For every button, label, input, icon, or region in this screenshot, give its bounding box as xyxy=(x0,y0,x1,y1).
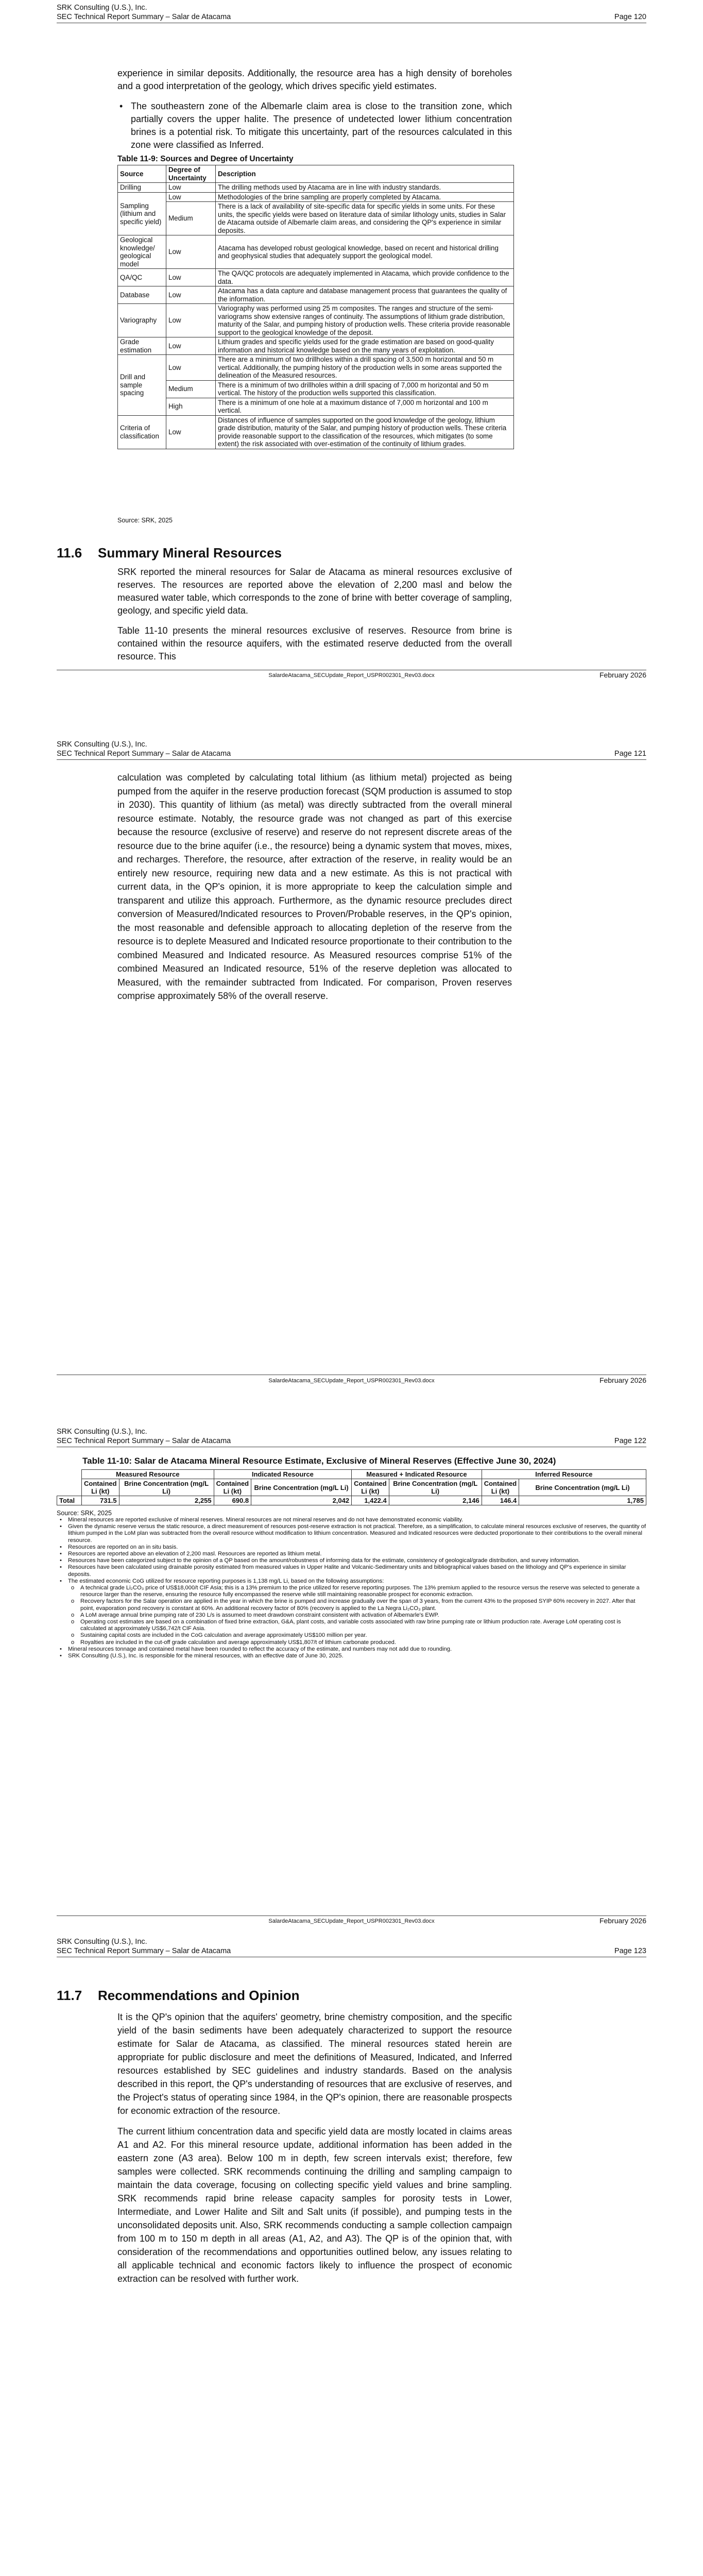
degree-cell: Low xyxy=(166,286,216,304)
page-number: Page 123 xyxy=(614,1947,646,1955)
page-number: Page 121 xyxy=(614,750,646,758)
column-header: Brine Concentration (mg/L Li) xyxy=(251,1479,352,1496)
description-cell: There is a lack of availability of site-specific data for specific yields in some units. For these units, the specific yields were based on literature data of similar lithology units, studies in Salar de Atacama outside of Albemarle claim areas, and considering the QP's experience in similar deposits. xyxy=(216,202,514,235)
source-cell: Criteria of classification xyxy=(118,415,166,449)
source-cell: Sampling (lithium and specific yield) xyxy=(118,192,166,235)
blank-cell xyxy=(57,1479,82,1496)
source-cell: Geological knowledge/ geological model xyxy=(118,235,166,269)
footer-filename: SalardeAtacama_SECUpdate_Report_USPR002301_Rev03.docx xyxy=(268,672,435,679)
value-cell: 2,255 xyxy=(119,1496,214,1505)
description-cell: Lithium grades and specific yields used for the grade estimation are based on good-quality information and historical knowledge based on the many years of exploitation. xyxy=(216,337,514,355)
source-cell: QA/QC xyxy=(118,269,166,286)
bullet-item: • The southeastern zone of the Albemarle claim area is close to the transition zone, which partially covers the upper halite. The presence of undetected lower lithium concentration brines is a potential risk. To mitigate this uncertainty, part of the resources calculated in this zone were classified as Inferred. xyxy=(117,100,512,151)
value-cell: 1,422.4 xyxy=(352,1496,389,1505)
body-text xyxy=(117,67,512,159)
header-report-title: SEC Technical Report Summary – Salar de Atacama xyxy=(57,1437,231,1445)
description-cell: Atacama has a data capture and database management process that guarantees the quality of the information. xyxy=(216,286,514,304)
value-cell: 2,042 xyxy=(251,1496,352,1505)
degree-cell: Low xyxy=(166,304,216,337)
header-company: SRK Consulting (U.S.), Inc. xyxy=(57,4,147,12)
column-header: Contained Li (kt) xyxy=(214,1479,251,1496)
table-note: • The estimated economic CoG utilized for resource reporting purposes is 1,138 mg/L Li, based on the following assumptions: xyxy=(57,1578,646,1585)
section-title: Recommendations and Opinion xyxy=(98,1988,300,2003)
header-report-title: SEC Technical Report Summary – Salar de Atacama xyxy=(57,1947,231,1955)
header-report-title: SEC Technical Report Summary – Salar de Atacama xyxy=(57,750,231,758)
paragraph: SRK reported the mineral resources for Salar de Atacama as mineral resources exclusive of reserves. The resources are reported above the elevation of 2,200 masl and below the measured water table, which corresponds to the zone of brine with better coverage of sampling, geology, and specific yield data. xyxy=(117,567,512,616)
value-cell: 2,146 xyxy=(389,1496,482,1505)
source-cell: Variography xyxy=(118,304,166,337)
section-heading xyxy=(57,545,282,561)
row-label: Total xyxy=(57,1496,82,1505)
column-header: Contained Li (kt) xyxy=(352,1479,389,1496)
group-header: Indicated Resource xyxy=(214,1470,352,1479)
degree-cell: High xyxy=(166,398,216,415)
footer-date: February 2026 xyxy=(599,1376,646,1384)
table-note: • Resources have been categorized subject to the opinion of a QP based on the amount/robustness of informing data for the estimate, consistency of geological/grade distribution, and survey information. xyxy=(57,1557,646,1564)
header-company: SRK Consulting (U.S.), Inc. xyxy=(57,1938,147,1946)
footer-date: February 2026 xyxy=(599,671,646,679)
degree-cell: Low xyxy=(166,337,216,355)
table-row xyxy=(118,355,514,381)
intro-paragraph: experience in similar deposits. Additionally, the resource area has a high density of boreholes and a good interpretation of the geology, which drives specific yield estimates. xyxy=(117,68,512,91)
table-note: • Resources are reported above an elevation of 2,200 masl. Resources are reported as lithium metal. xyxy=(57,1551,646,1557)
page-number: Page 120 xyxy=(614,13,646,21)
table-row xyxy=(118,235,514,269)
uncertainty-table xyxy=(117,165,514,449)
column-header: Brine Concentration (mg/L Li) xyxy=(389,1479,482,1496)
paragraph: The current lithium concentration data and specific yield data are mostly located in claims areas A1 and A2. For this mineral resource update, additional information has been added in the eastern zone (A3 area). Below 100 m in depth, few screen intervals exist; therefore, few samples were collected. SRK recommends continuing the drilling and sampling campaign to maintain the data coverage, focusing on collecting specific yield values and brine sampling. SRK recommends rapid brine release capacity samples for porosity tests in Lower, Intermediate, and Lower Halite and Silt and Salt units (if possible), and pumping tests in the unconsolidated deposits unit. Also, SRK recommends conducting a sample collection campaign from 100 m to 150 m depth in all areas (A1, A2, and A3). The QP is of the opinion that, with consideration of the recommendations and opportunities outlined below, any issues relating to all applicable technical and economic factors likely to influence the prospect of economic extraction can be resolved with further work. xyxy=(117,2126,512,2284)
table-notes xyxy=(57,1517,646,1659)
section-title: Summary Mineral Resources xyxy=(98,545,282,561)
header-report-title: SEC Technical Report Summary – Salar de Atacama xyxy=(57,13,231,21)
description-cell: The QA/QC protocols are adequately implemented in Atacama, which provide confidence to the data. xyxy=(216,269,514,286)
table-note: • Mineral resources are reported exclusive of mineral reserves. Mineral resources are not mineral reserves and do not have demonstrated economic viability. xyxy=(57,1517,646,1523)
description-cell: The drilling methods used by Atacama are in line with industry standards. xyxy=(216,183,514,193)
source-cell: Drill and sample spacing xyxy=(118,355,166,416)
page-header xyxy=(57,3,646,22)
page-header xyxy=(57,740,646,758)
page-123 xyxy=(0,1937,703,2576)
page-122 xyxy=(0,1427,703,1925)
paragraph: Table 11-10 presents the mineral resources exclusive of reserves. Resource from brine is contained within the resource aquifers, with the estimated reserve deducted from the overall resource. This xyxy=(117,625,512,662)
table-note: • Given the dynamic reserve versus the static resource, a direct measurement of resources post-reserve extraction is not practical. Therefore, as a simplification, to calculate mineral resources exclusive of reserves, the quantity of lithium pumped in the LoM plan was subtracted from the overall resource without modification to lithium concentration. Measured and Indicated resources were deducted proportionate to their contributions to the overall mineral resource. xyxy=(57,1523,646,1544)
header-rule xyxy=(57,759,646,760)
table-row xyxy=(118,415,514,449)
table-note: • Mineral resources tonnage and contained metal have been rounded to reflect the accuracy of the estimate, and numbers may not add due to rounding. xyxy=(57,1646,646,1653)
degree-cell: Low xyxy=(166,269,216,286)
table-subheader-row xyxy=(57,1479,646,1496)
column-header: Brine Concentration (mg/L Li) xyxy=(519,1479,646,1496)
column-header: Contained Li (kt) xyxy=(82,1479,119,1496)
page-120 xyxy=(0,0,703,680)
value-cell: 1,785 xyxy=(519,1496,646,1505)
footer-date: February 2026 xyxy=(599,1917,646,1925)
table-row xyxy=(118,192,514,202)
table-source-note: Source: SRK, 2025 xyxy=(117,517,173,524)
table-row xyxy=(118,398,514,415)
column-header: Description xyxy=(216,165,514,183)
source-cell: Drilling xyxy=(118,183,166,193)
column-header: Brine Concentration (mg/L Li) xyxy=(119,1479,214,1496)
description-cell: Methodologies of the brine sampling are properly completed by Atacama. xyxy=(216,192,514,202)
degree-cell: Low xyxy=(166,415,216,449)
value-cell: 146.4 xyxy=(482,1496,519,1505)
table-caption: Table 11-10: Salar de Atacama Mineral Resource Estimate, Exclusive of Mineral Reserves (Effective June 30, 2024) xyxy=(82,1456,556,1466)
table-caption: Table 11-9: Sources and Degree of Uncertainty xyxy=(117,155,294,163)
body-text xyxy=(117,566,512,670)
description-cell: There is a minimum of two drillholes within a drill spacing of 7,000 m horizontal and 50 m vertical. The history of the production wells supported this classification. xyxy=(216,380,514,398)
footer-filename: SalardeAtacama_SECUpdate_Report_USPR002301_Rev03.docx xyxy=(268,1378,435,1384)
description-cell: Atacama has developed robust geological knowledge, based on recent and historical drilling and geophysical studies that adequately support the geological model. xyxy=(216,235,514,269)
table-row xyxy=(118,286,514,304)
degree-cell: Low xyxy=(166,235,216,269)
resource-estimate-table xyxy=(57,1469,646,1505)
table-note: o A technical grade Li₂CO₃ price of US$18,000/t CIF Asia; this is a 13% premium to the price utilized for reserve reporting purposes. The 13% premium applied to the resource versus the reserve was selected to generate a resource larger than the reserve, ensuring the resource fully encompassed the reserve while still maintaining reasonable prospect for economic extraction. xyxy=(57,1585,646,1598)
degree-cell: Medium xyxy=(166,202,216,235)
description-cell: Distances of influence of samples supported on the good knowledge of the geology, lithium grade distribution, maturity of the Salar, and pumping history of production wells. These criteria provide reasonable support to the classification of the resources, which mitigates (to some extent) the risk associated with over-estimation of the continuity of lithium grades. xyxy=(216,415,514,449)
page-header xyxy=(57,1937,646,1956)
table-row xyxy=(118,183,514,193)
column-header: Contained Li (kt) xyxy=(482,1479,519,1496)
page-header xyxy=(57,1427,646,1446)
footer-filename: SalardeAtacama_SECUpdate_Report_USPR002301_Rev03.docx xyxy=(268,1918,435,1924)
table-group-header-row xyxy=(57,1470,646,1479)
degree-cell: Low xyxy=(166,183,216,193)
column-header: Degree of Uncertainty xyxy=(166,165,216,183)
description-cell: There is a minimum of one hole at a maximum distance of 7,000 m horizontal and 100 m vertical. xyxy=(216,398,514,415)
section-number: 11.6 xyxy=(57,545,82,561)
body-text xyxy=(117,2010,512,2293)
table-row xyxy=(57,1496,646,1505)
table-note: • Resources are reported on an in situ basis. xyxy=(57,1544,646,1551)
table-note: o Sustaining capital costs are included in the CoG calculation and average approximately US$100 million per year. xyxy=(57,1632,646,1639)
source-cell: Grade estimation xyxy=(118,337,166,355)
table-note: o Operating cost estimates are based on a combination of fixed brine extraction, G&A, plant costs, and variable costs associated with raw brine pumping rate or lithium production rate. Average LoM operating cost is calculated at approximately US$6,742/t CIF Asia. xyxy=(57,1619,646,1632)
description-cell: Variography was performed using 25 m composites. The ranges and structure of the semi-variograms show extensive ranges of continuity. The assumptions of lithium grade distribution, maturity of the Salar, and pumping history of production wells. These criteria provide reasonable support to the geological knowledge of the deposit. xyxy=(216,304,514,337)
table-row xyxy=(118,304,514,337)
table-note: • Resources have been calculated using drainable porosity estimated from measured values in Upper Halite and Volcanic-Sedimentary units and bibliographical values based on the lithology and QP's experience in similar deposits. xyxy=(57,1564,646,1578)
column-header: Source xyxy=(118,165,166,183)
table-note: o A LoM average annual brine pumping rate of 230 L/s is assumed to meet drawdown constraint consistent with activation of Albemarle's EWP. xyxy=(57,1612,646,1619)
table-row xyxy=(118,269,514,286)
table-row xyxy=(118,380,514,398)
page-121 xyxy=(0,737,703,1417)
paragraph: It is the QP's opinion that the aquifers' geometry, brine chemistry composition, and the specific yield of the basin sediments have been adequately characterized to support the resource estimate for Salar de Atacama, as classified. The mineral resources stated herein are appropriate for public disclosure and meet the definitions of Measured, Indicated, and Inferred resources established by SEC guidelines and industry standards. Based on the analysis described in this report, the QP's understanding of resources that are exclusive of reserves, and the Project's status of operating since 1984, in the QP's opinion, there are reasonable prospects for economic extraction of the resource. xyxy=(117,2012,512,2116)
blank-cell xyxy=(57,1470,82,1479)
degree-cell: Low xyxy=(166,192,216,202)
group-header: Inferred Resource xyxy=(482,1470,646,1479)
value-cell: 690.8 xyxy=(214,1496,251,1505)
section-heading xyxy=(57,1988,299,2004)
paragraph: calculation was completed by calculating total lithium (as lithium metal) projected as being pumped from the aquifer in the reserve production forecast (SQM production is assumed to stop in 2030). This quantity of lithium (as metal) was directly subtracted from the overall mineral resource estimate. Notably, the resource grade was not changed as part of this exercise because the resource (exclusive of reserve) and reserve do not represent discrete areas of the resource due to the brine aquifer (i.e., the resource) being a dynamic system that moves, mixes, and recharges. Therefore, the resource, after extraction of the reserve, in reality would be an entirely new resource, requiring new data and a new estimate. As this is not practical with current data, in the QP's opinion, it is more appropriate to keep the calculation simple and transparent and utilize this approach. Furthermore, as the dynamic resource precludes direct conversion of Measured/Indicated resources to Proven/Probable reserves, in the QP's opinion, the most reasonable and defensible approach to allocating depletion of the reserve from the resource is to deplete Measured and Indicated resource proportionate to their contribution to the combined Measured and Indicated resource. As Measured resources comprise 51% of the combined Measured an Indicated resource, 51% of the reserve depletion was allocated to Measured, with the remainder subtracted from Indicated. For comparison, Proven reserves comprise approximately 58% of the overall reserve. xyxy=(117,772,512,1001)
body-text xyxy=(117,771,512,1010)
header-company: SRK Consulting (U.S.), Inc. xyxy=(57,740,147,749)
description-cell: There are a minimum of two drillholes within a drill spacing of 3,500 m horizontal and 50 m vertical. Additionally, the pumping history of the production wells in some areas supported the delineation of the Measured resources. xyxy=(216,355,514,381)
table-row xyxy=(118,337,514,355)
degree-cell: Low xyxy=(166,355,216,381)
table-source-note: Source: SRK, 2025 xyxy=(57,1510,112,1517)
section-number: 11.7 xyxy=(57,1988,82,2003)
table-note: • SRK Consulting (U.S.), Inc. is responsible for the mineral resources, with an effective date of June 30, 2025. xyxy=(57,1653,646,1659)
table-row xyxy=(118,202,514,235)
degree-cell: Medium xyxy=(166,380,216,398)
value-cell: 731.5 xyxy=(82,1496,119,1505)
table-header-row xyxy=(118,165,514,183)
page-number: Page 122 xyxy=(614,1437,646,1445)
table-note: o Royalties are included in the cut-off grade calculation and average approximately US$1,807/t of lithium carbonate produced. xyxy=(57,1639,646,1646)
group-header: Measured Resource xyxy=(82,1470,214,1479)
table-note: o Recovery factors for the Salar operation are applied in the year in which the brine is pumped and increase gradually over the span of 3 years, from the current 43% to the proposed SYIP 60% recovery in 2027. After that point, evaporation pond recovery is constant at 60%. An additional recovery factor of 80% (recovery is applied to the La Negra Li₂CO₃ plant. xyxy=(57,1598,646,1612)
source-cell: Database xyxy=(118,286,166,304)
group-header: Measured + Indicated Resource xyxy=(352,1470,482,1479)
header-company: SRK Consulting (U.S.), Inc. xyxy=(57,1428,147,1436)
